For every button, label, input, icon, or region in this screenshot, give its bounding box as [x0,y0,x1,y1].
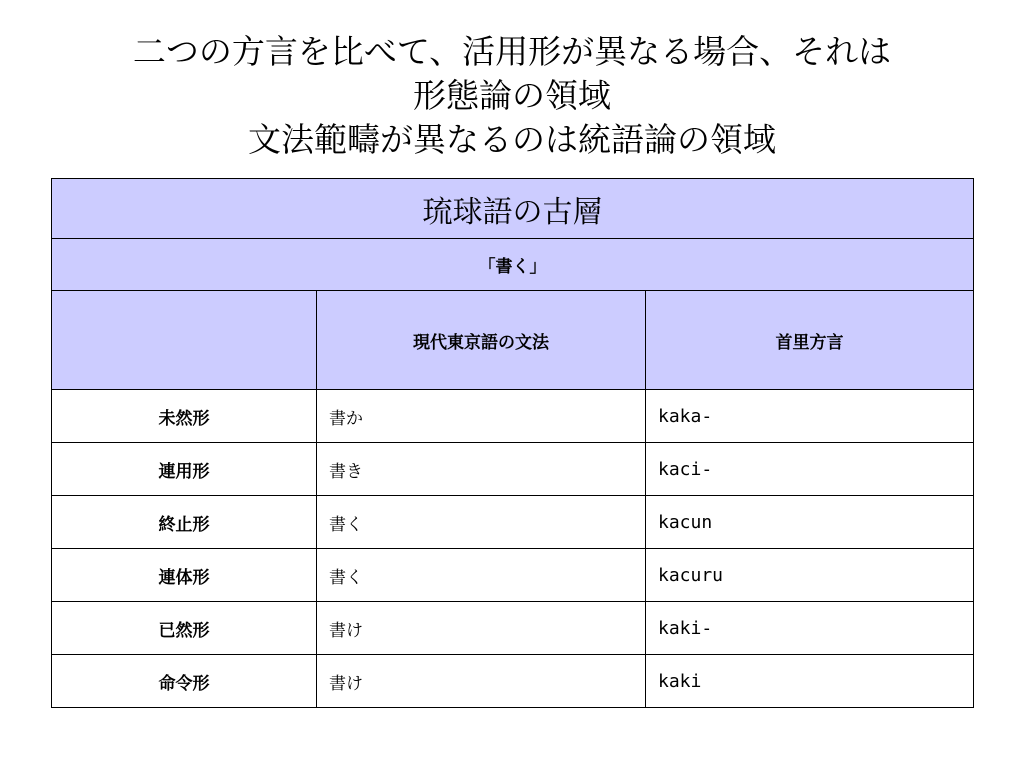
title-line-3: 文法範疇が異なるのは統語論の領域 [248,120,776,159]
form-label: 連用形 [52,443,317,496]
tokyo-value: 書き [317,443,646,496]
slide-title [0,30,1024,162]
form-label: 終止形 [52,496,317,549]
table-heading: 琉球語の古層 [52,179,974,239]
tokyo-value: 書け [317,655,646,708]
table-row [52,443,974,496]
shuri-value: kaci- [646,443,974,496]
shuri-value: kaka- [646,390,974,443]
table-row [52,602,974,655]
table-row [52,655,974,708]
shuri-value: kaki- [646,602,974,655]
table-row [52,496,974,549]
form-label: 已然形 [52,602,317,655]
column-header-shuri: 首里方言 [646,291,974,390]
shuri-value: kacun [646,496,974,549]
tokyo-value: 書か [317,390,646,443]
form-label: 連体形 [52,549,317,602]
title-line-2: 形態論の領域 [413,76,611,115]
tokyo-value: 書け [317,602,646,655]
tokyo-value: 書く [317,549,646,602]
table-row [52,390,974,443]
shuri-value: kacuru [646,549,974,602]
shuri-value: kaki [646,655,974,708]
form-label: 未然形 [52,390,317,443]
title-line-1: 二つの方言を比べて、活用形が異なる場合、それは [132,32,892,71]
tokyo-value: 書く [317,496,646,549]
column-header-empty [52,291,317,390]
verb-heading: 「書く」 [52,239,974,291]
form-label: 命令形 [52,655,317,708]
column-header-tokyo: 現代東京語の文法 [317,291,646,390]
conjugation-table [51,178,974,708]
table-row [52,549,974,602]
